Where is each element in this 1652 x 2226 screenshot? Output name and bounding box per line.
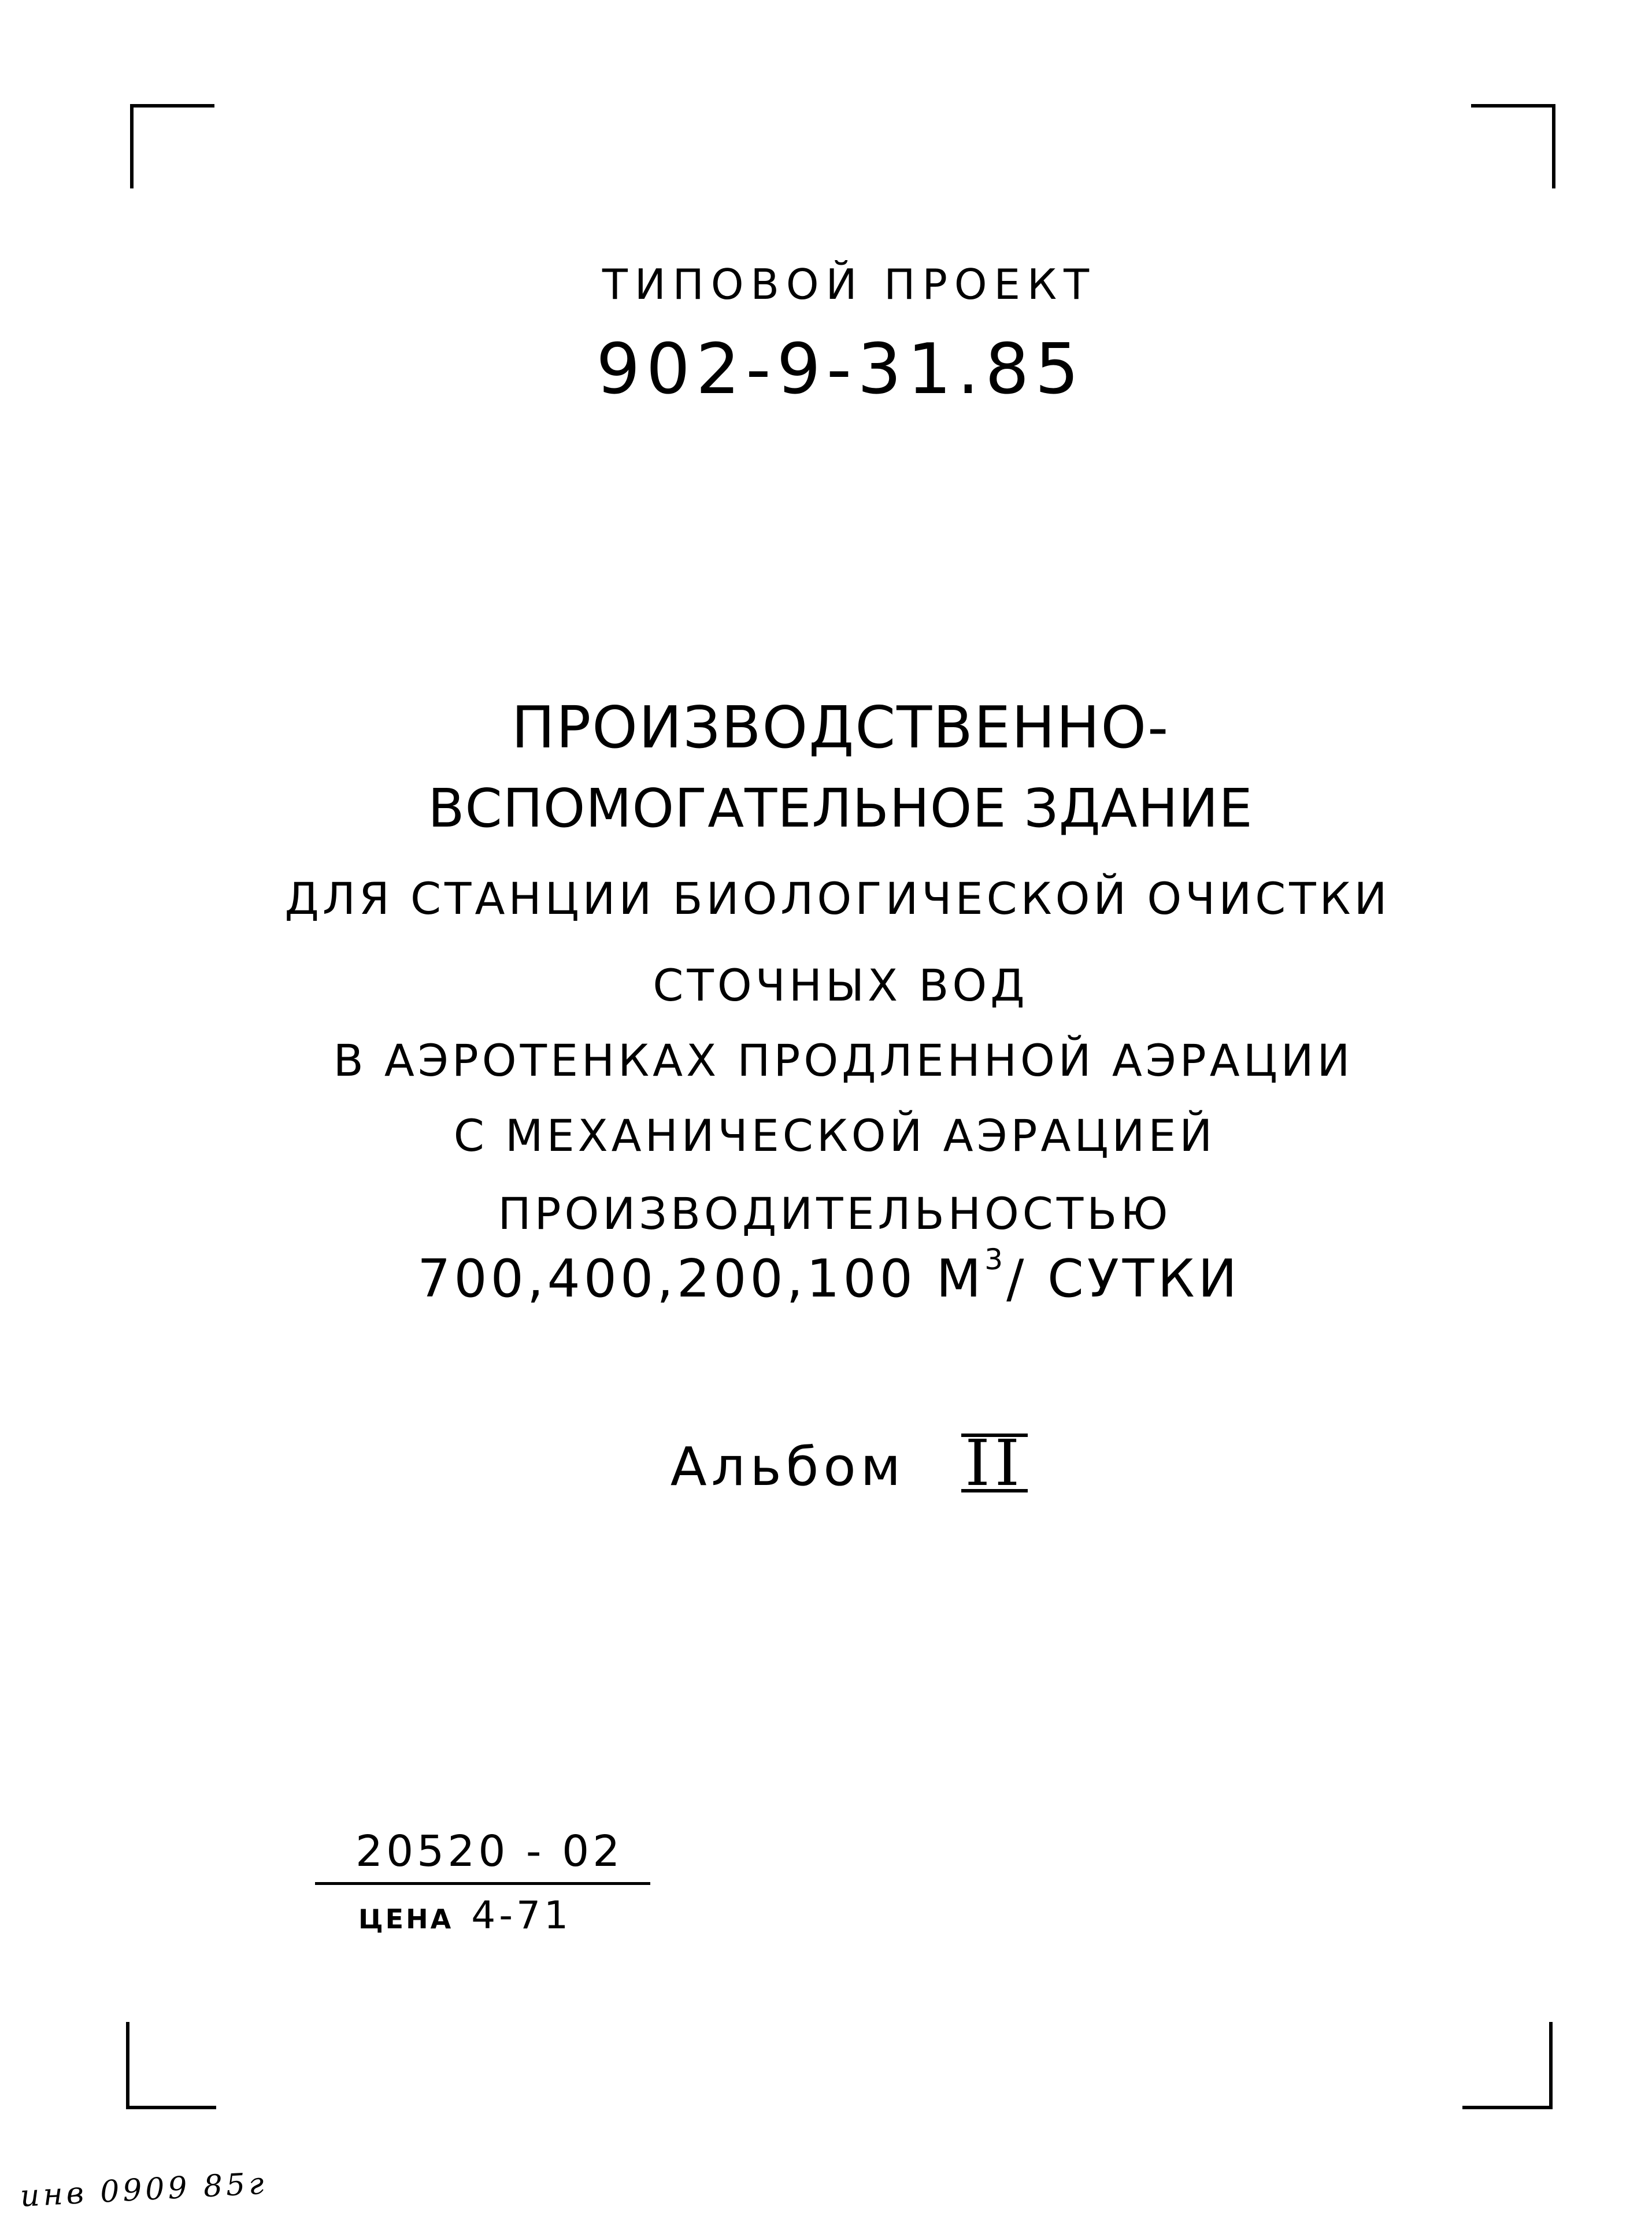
capacity-values: 700,400,200,100	[417, 1249, 917, 1309]
handwritten-note: инв 0909 85г	[19, 2166, 268, 2214]
price-block	[358, 1893, 572, 1938]
subtitle-line-3: В АЭРОТЕНКАХ ПРОДЛЕННОЙ АЭРАЦИИ	[333, 1035, 1354, 1086]
title-line-1: ПРОИЗВОДСТВЕННО-	[511, 694, 1170, 761]
subtitle-line-2: СТОЧНЫХ ВОД	[653, 960, 1028, 1011]
album-heading	[23, 1426, 1652, 1500]
capacity-per: /	[1006, 1249, 1028, 1309]
title-line-2: ВСПОМОГАТЕЛЬНОЕ ЗДАНИЕ	[428, 777, 1253, 839]
album-label: Альбом	[670, 1436, 906, 1498]
inventory-number: 20520 - 02	[355, 1827, 624, 1876]
capacity-period: СУТКИ	[1047, 1249, 1240, 1309]
subtitle-line-4: С МЕХАНИЧЕСКОЙ АЭРАЦИЕЙ	[453, 1110, 1216, 1161]
inventory-underline	[315, 1882, 650, 1885]
crop-mark-top-right	[1471, 104, 1555, 188]
subtitle-line-1: ДЛЯ СТАНЦИИ БИОЛОГИЧЕСКОЙ ОЧИСТКИ	[284, 873, 1391, 924]
capacity-power: 3	[984, 1243, 1007, 1276]
price-label: ЦЕНА	[358, 1903, 454, 1935]
capacity-unit: М	[936, 1249, 985, 1309]
project-code: 902-9-31.85	[596, 329, 1085, 410]
crop-mark-bottom-right	[1462, 2022, 1553, 2109]
price-value: 4-71	[471, 1893, 572, 1938]
crop-mark-top-left	[130, 104, 214, 188]
subtitle-line-5: ПРОИЗВОДИТЕЛЬНОСТЬЮ	[498, 1188, 1172, 1239]
crop-mark-bottom-left	[126, 2022, 216, 2109]
series-label: ТИПОВОЙ ПРОЕКТ	[602, 260, 1097, 309]
album-number: II	[961, 1434, 1028, 1492]
capacity-line	[3, 1243, 1652, 1309]
